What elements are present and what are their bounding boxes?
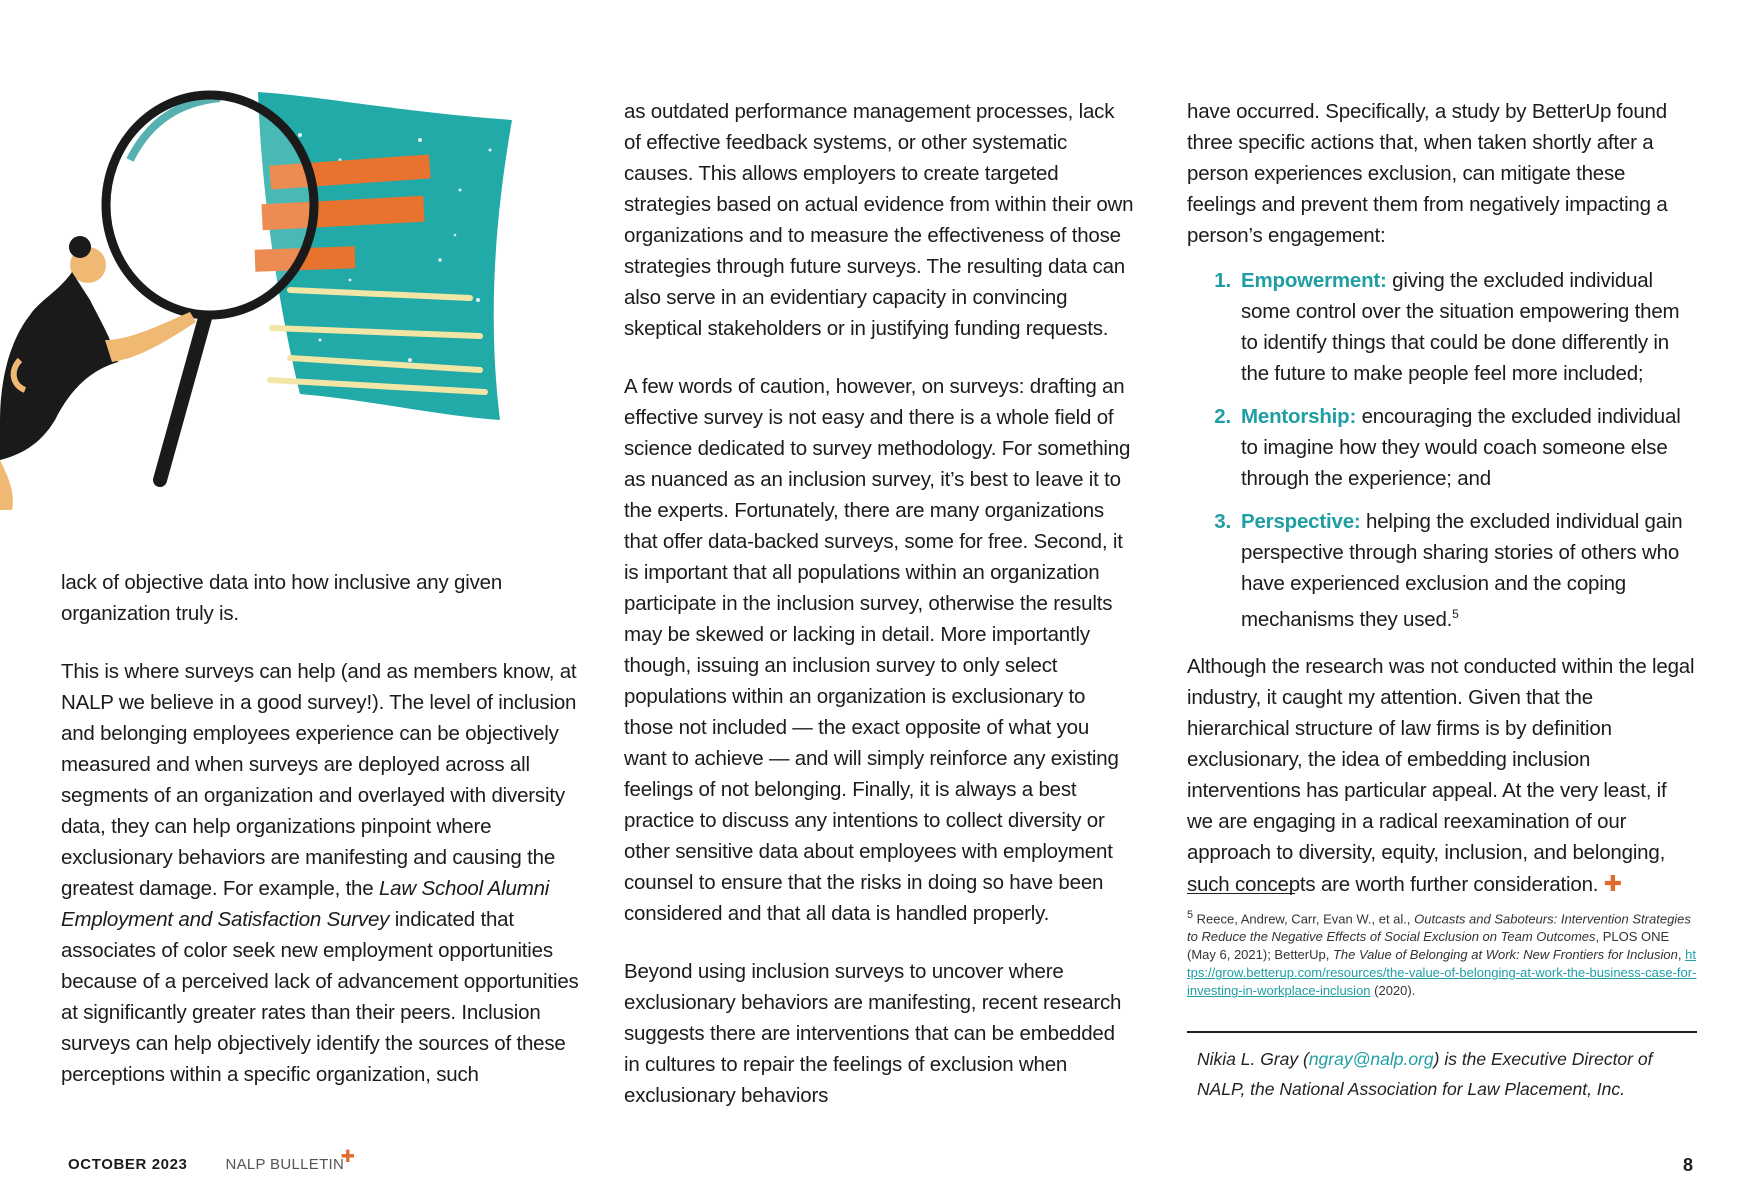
- paragraph: [61, 656, 581, 1090]
- list-text: encouraging the excluded individual to imagine how they would coach someone else through the experience; and: [1241, 405, 1681, 490]
- column-middle: [624, 96, 1134, 1138]
- list-item-body: [1241, 506, 1697, 635]
- survey-title-italic: Law School Alumni Employment and Satisfaction Survey: [61, 877, 550, 931]
- bio-text: Nikia L. Gray (: [1197, 1049, 1309, 1069]
- list-item-body: [1241, 401, 1697, 494]
- publication-title: NALP BULLETIN: [225, 1156, 345, 1173]
- page-footer: [68, 1147, 356, 1173]
- footnote-text: Reece, Andrew, Carr, Evan W., et al.,: [1193, 911, 1415, 927]
- magnifying-glass-illustration: [0, 40, 560, 510]
- paragraph: have occurred. Specifically, a study by BetterUp found three specific actions that, when taken shortly after a person experiences exclusion, can mitigate these feelings and prevent them from negatively impacting a person’s engagement:: [1187, 100, 1668, 247]
- list-term: Mentorship:: [1241, 405, 1357, 428]
- issue-date: OCTOBER 2023: [68, 1156, 188, 1173]
- footnote-link[interactable]: https://grow.betterup.com/resources/the-value-of-belonging-at-work-the-business-case-for-investing-in-workplace-inclusion: [1187, 947, 1697, 999]
- paragraph: Beyond using inclusion surveys to uncover where exclusionary behaviors are manifesting, recent research suggests there are interventions that can be embedded in cultures to repair the feelings of exclusion when exclusionary behaviors: [624, 960, 1122, 1107]
- author-email-link[interactable]: ngray@nalp.org: [1308, 1049, 1434, 1069]
- end-of-article-plus-icon: ✚: [1603, 870, 1623, 896]
- footnote-text: ,: [1677, 947, 1686, 963]
- paragraph: A few words of caution, however, on surveys: drafting an effective survey is not easy and there is a whole field of science dedicated to survey methodology. For something as nuanced as an inclusion survey, it’s best to leave it to the experts. Fortunately, there are many organizations that offer data-backed surveys, some for free. Second, it is important that all populations within an organization participate in the inclusion survey, otherwise the results may be skewed or lacking in detail. More importantly though, issuing an inclusion survey to only select populations within an organization is exclusionary to those not included — the exact opposite of what you want to achieve — and will simply reinforce any existing feelings of not belonging. Finally, it is always a best practice to discuss any intentions to collect diversity or other sensitive data about employees with employment counsel to ensure that the risks in doing so have been considered and that all data is handled properly.: [624, 375, 1131, 925]
- column-right: [1187, 96, 1697, 927]
- text-run: This is where surveys can help (and as members know, at NALP we believe in a good survey!). The level of inclusion and belonging employees experience can be objectively measured and when surveys are deployed across all segments of an organization and overlayed with diversity data, they can help organizations pinpoint where exclusionary behaviors are manifesting and causing the greatest damage. For example, the: [61, 660, 577, 900]
- list-number: 3.: [1214, 510, 1231, 533]
- list-term: Empowerment:: [1241, 269, 1387, 292]
- footnote-ref[interactable]: 5: [1452, 607, 1459, 621]
- list-item: [1187, 265, 1697, 389]
- footnote: [1187, 906, 1697, 1000]
- list-item: [1187, 401, 1697, 494]
- intervention-list: [1187, 265, 1697, 635]
- bio-text: ) is the Executive Director of NALP, the National Association for Law Placement, Inc.: [1197, 1049, 1653, 1099]
- footnote-number: 5: [1187, 909, 1194, 921]
- footnote-title: The Value of Belonging at Work: New Frontiers for Inclusion: [1332, 947, 1678, 963]
- paragraph: [1187, 651, 1697, 900]
- list-item: [1187, 506, 1697, 635]
- page-number: 8: [1682, 1155, 1693, 1175]
- footnote-text: , PLOS ONE (May 6, 2021); BetterUp,: [1187, 929, 1670, 963]
- author-bio: [1197, 1044, 1697, 1104]
- magnifier-handle: [160, 318, 205, 480]
- paragraph: as outdated performance management processes, lack of effective feedback systems, or other systematic causes. This allows employers to create targeted strategies based on actual evidence from within their own organizations and to measure the effectiveness of those strategies through future surveys. The resulting data can also serve in an evidentiary capacity in convincing skeptical stakeholders or in justifying funding requests.: [624, 100, 1134, 340]
- list-text: helping the excluded individual gain perspective through sharing stories of others who have experienced exclusion and the coping mechanisms they used.: [1241, 510, 1683, 631]
- footnote-text: (2020).: [1370, 983, 1416, 999]
- list-item-body: [1241, 265, 1697, 389]
- paragraph: lack of objective data into how inclusive any given organization truly is.: [61, 571, 503, 625]
- footnote-title: Outcasts and Saboteurs: Intervention Strategies to Reduce the Negative Effects of Social Exclusion on Team Outcomes: [1187, 911, 1691, 945]
- bio-rule: [1187, 1031, 1697, 1033]
- list-term: Perspective:: [1241, 510, 1361, 533]
- text-run: indicated that associates of color seek new employment opportunities because of a perceived lack of advancement opportunities at significantly greater rates than their peers. Inclusion surveys can help objectively identify the sources of these perceptions within a specific organization, such: [61, 908, 579, 1086]
- list-number: 2.: [1214, 405, 1231, 428]
- list-number: 1.: [1214, 269, 1231, 292]
- column-left: [61, 567, 581, 1117]
- list-text: giving the excluded individual some control over the situation empowering them to identify things that could be done differently in the future to make people feel more included;: [1241, 269, 1680, 385]
- footnote-rule: [1187, 893, 1295, 894]
- text-run: Although the research was not conducted within the legal industry, it caught my attention. Given that the hierarchical structure of law firms is by definition exclusionary, the idea of embedding inclusion interventions has particular appeal. At the very least, if we are engaging in a radical reexamination of our approach to diversity, equity, inclusion, and belonging, such concepts are worth further consideration.: [1187, 654, 1695, 896]
- publication-name: [225, 1147, 356, 1173]
- plus-icon: ✚: [340, 1147, 356, 1166]
